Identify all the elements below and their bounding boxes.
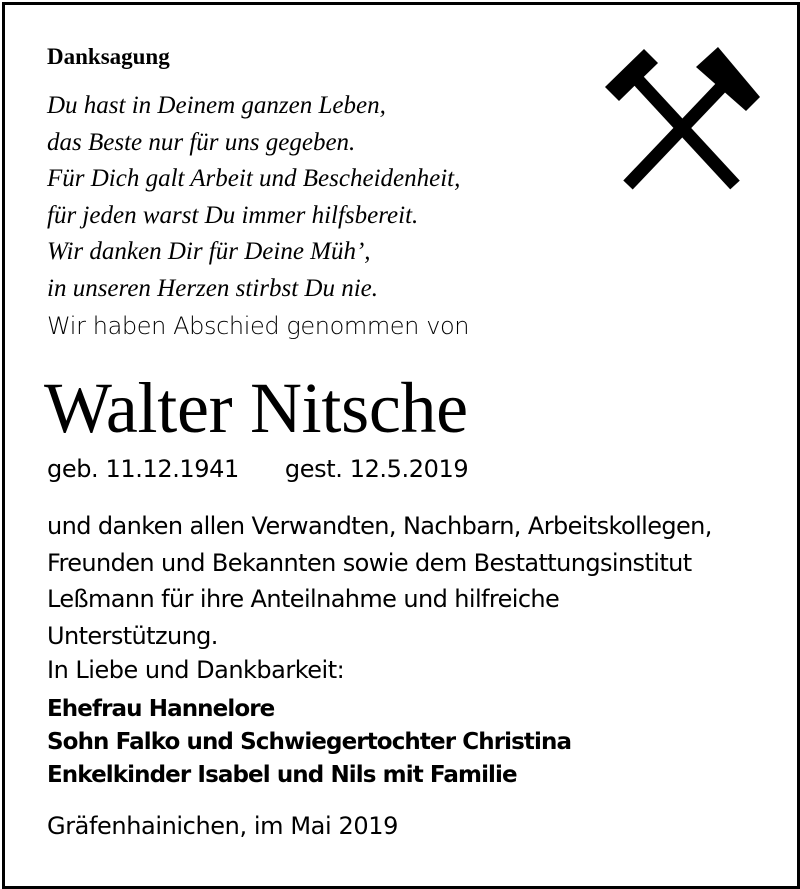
poem-line: Du hast in Deinem ganzen Leben, [47, 92, 386, 119]
family-member: Enkelkinder Isabel und Nils mit Familie [47, 762, 517, 788]
notice-heading: Danksagung [47, 44, 170, 69]
thanks-line: Leßmann für ihre Anteilnahme und hilfreiche [47, 585, 560, 613]
poem-line: Wir danken Dir für Deine Müh’, [47, 238, 371, 266]
life-dates [47, 455, 468, 483]
closing-line: In Liebe und Dankbarkeit: [47, 656, 345, 684]
poem-line: Für Dich galt Arbeit und Bescheidenheit, [47, 165, 461, 193]
family-member: Sohn Falko und Schwiegertochter Christina [47, 729, 572, 755]
thanks-line: Unterstützung. [47, 621, 218, 650]
death-date: gest. 12.5.2019 [284, 455, 469, 483]
intro-text: Wir haben Abschied genommen von [47, 312, 470, 340]
thanks-line: Freunden und Bekannten sowie dem Bestattungsinstitut [47, 548, 692, 577]
thanks-line: und danken allen Verwandten, Nachbarn, Arbeitskollegen, [47, 512, 712, 540]
crossed-hammers-icon [600, 45, 775, 190]
thanks-paragraph [47, 508, 712, 654]
poem-line: in unseren Herzen stirbst Du nie. [47, 274, 378, 302]
poem-line: das Beste nur für uns gegeben. [47, 128, 356, 156]
poem [47, 88, 460, 308]
family-signatures [47, 693, 571, 792]
place-date: Gräfenhainichen, im Mai 2019 [47, 812, 398, 840]
family-member: Ehefrau Hannelore [47, 696, 275, 722]
deceased-name: Walter Nitsche [44, 368, 468, 448]
poem-line: für jeden warst Du immer hilfsbereit. [47, 201, 419, 229]
birth-date: geb. 11.12.1941 [47, 455, 239, 483]
